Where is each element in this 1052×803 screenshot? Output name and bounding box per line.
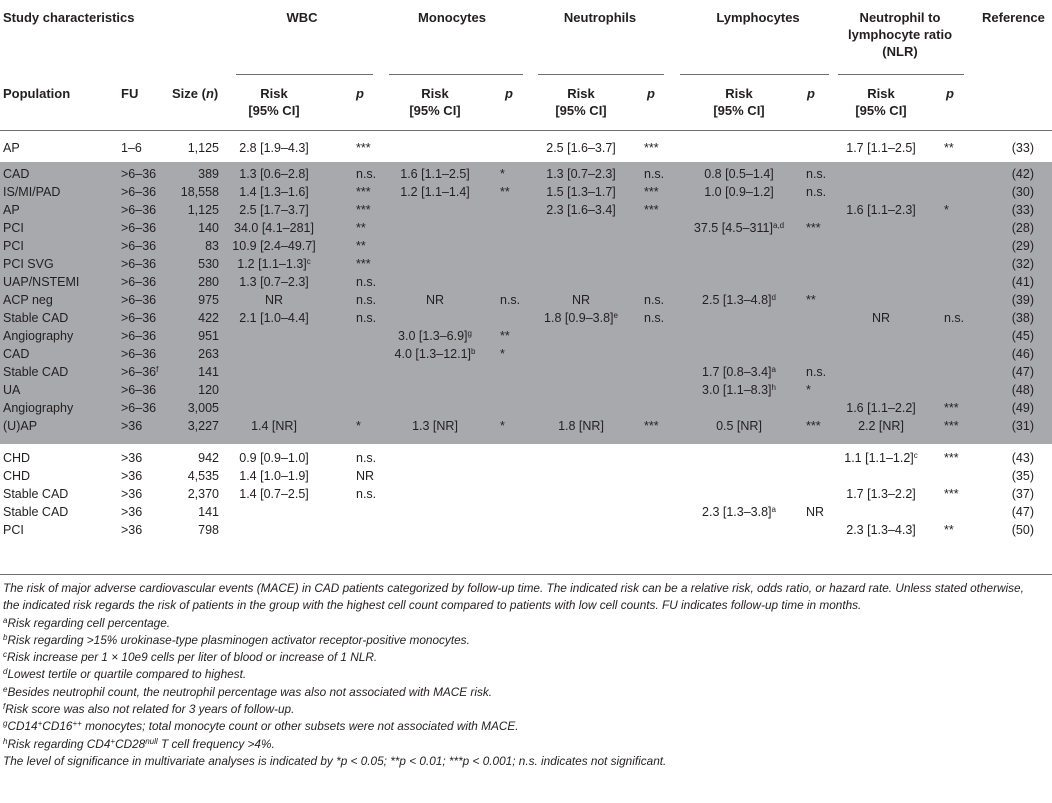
cell-size: 2,370 <box>187 487 219 501</box>
cell-nlr-p: n.s. <box>944 311 965 325</box>
cell-ref: (46) <box>1011 347 1034 361</box>
cell-wbc-r: 1.3 [0.6–2.8] <box>239 167 309 181</box>
table-row <box>0 238 1052 256</box>
cell-mono-r: 1.6 [1.1–2.5] <box>400 167 470 181</box>
cell-fu: >6–36 <box>121 311 157 325</box>
cell-pop: (U)AP <box>3 419 38 433</box>
footnote-e: $^e$Besides neutrophil count, the neutrophil percentage was also not associated with MACE risk. <box>3 684 493 699</box>
cell-size: 280 <box>198 275 219 289</box>
table-bottom-rule <box>0 574 1052 575</box>
cell-neut-p: *** <box>644 203 659 217</box>
table-row <box>0 274 1052 292</box>
table-row <box>0 468 1052 486</box>
cell-mono-r: 1.2 [1.1–1.4] <box>400 185 470 199</box>
footnote-g: $^g$CD14+CD16++ monocytes; total monocyte count or other subsets were not associated with MACE. <box>3 719 519 734</box>
cell-neut-r: NR <box>571 293 591 307</box>
cell-wbc-p: n.s. <box>356 311 377 325</box>
cell-pop: AP <box>3 141 20 155</box>
header-mono-risk: Risk <box>421 86 449 101</box>
cell-lymph-r: 2.5 $[1.3-4.8]^d$ <box>702 293 776 307</box>
cell-mono-r: NR <box>425 293 445 307</box>
cell-pop: ACP neg <box>3 293 53 307</box>
cell-size: 83 <box>205 239 219 253</box>
header-nlr-ci: [95% CI] <box>855 103 907 118</box>
cell-pop: UA <box>3 383 21 397</box>
cell-fu: >36 <box>121 505 143 519</box>
cell-wbc-p: n.s. <box>356 487 377 501</box>
cell-wbc-p: n.s. <box>356 167 377 181</box>
cell-size: 18,558 <box>180 185 219 199</box>
cell-nlr-r: 1.6 [1.1–2.2] <box>846 401 916 415</box>
cell-size: 422 <box>198 311 219 325</box>
cell-fu: >6–36 <box>121 329 157 343</box>
cell-neut-r: 1.5 [1.3–1.7] <box>546 185 616 199</box>
table-row <box>0 486 1052 504</box>
cell-wbc-p: ** <box>356 239 366 253</box>
cell-fu: 1–6 <box>121 141 142 155</box>
cell-fu: >6–36 <box>121 293 157 307</box>
cell-nlr-r: 1.7 [1.1–2.5] <box>846 141 916 155</box>
table-row <box>0 418 1052 436</box>
cell-pop: Stable CAD <box>3 505 69 519</box>
cell-mono-p: * <box>500 419 505 433</box>
table-row <box>0 202 1052 220</box>
cell-lymph-p: * <box>806 383 811 397</box>
cell-nlr-p: ** <box>944 141 954 155</box>
cell-fu: >36 <box>121 487 143 501</box>
cell-ref: (38) <box>1011 311 1034 325</box>
cell-pop: Stable CAD <box>3 487 69 501</box>
cell-wbc-p: n.s. <box>356 293 377 307</box>
cell-fu: >36 <box>121 451 143 465</box>
cell-mono-p: n.s. <box>500 293 521 307</box>
header-wbc: WBC <box>286 10 318 25</box>
cell-fu: $>6-36^f$ <box>121 365 159 379</box>
cell-size: 530 <box>198 257 219 271</box>
cell-ref: (41) <box>1011 275 1034 289</box>
cell-ref: (45) <box>1011 329 1034 343</box>
cell-wbc-p: NR <box>356 469 375 483</box>
cell-neut-r: 2.5 [1.6–3.7] <box>546 141 616 155</box>
header-nlr-3: (NLR) <box>882 44 918 59</box>
cell-lymph-r: 0.5 [NR] <box>716 419 762 433</box>
footnote-intro: The risk of major adverse cardiovascular events (MACE) in CAD patients categorized by follow-up time. The indicated risk can be a relative risk, odds ratio, or hazard rate. Unless stated otherwise, the indicated risk regards the risk of patients in the group with the highest cell count compared to patients with low cell counts. FU indicates follow-up time in months. <box>3 581 1024 613</box>
footnotes <box>3 580 1043 770</box>
cell-size: 4,535 <box>187 469 219 483</box>
cell-size: 798 <box>198 523 219 537</box>
cell-wbc-r: 1.3 [0.7–2.3] <box>239 275 309 289</box>
cell-size: 120 <box>198 383 219 397</box>
cell-wbc-r: 34.0 [4.1–281] <box>234 221 314 235</box>
cell-fu: >36 <box>121 523 143 537</box>
cell-fu: >6–36 <box>121 347 157 361</box>
cell-pop: IS/MI/PAD <box>3 185 61 199</box>
cell-wbc-p: n.s. <box>356 275 377 289</box>
cell-pop: CAD <box>3 347 30 361</box>
cell-wbc-p: *** <box>356 203 371 217</box>
cell-ref: (49) <box>1011 401 1034 415</box>
group-rule-neutrophils <box>538 74 664 75</box>
header-size: Size (n) <box>172 86 219 101</box>
header-neut-ci: [95% CI] <box>555 103 607 118</box>
cell-ref: (30) <box>1011 185 1034 199</box>
cell-wbc-r: 2.5 [1.7–3.7] <box>239 203 309 217</box>
header-lymph-ci: [95% CI] <box>713 103 765 118</box>
cell-pop: PCI <box>3 239 24 253</box>
table-row <box>0 328 1052 346</box>
cell-pop: UAP/NSTEMI <box>3 275 80 289</box>
cell-wbc-r: 0.9 [0.9–1.0] <box>239 451 309 465</box>
cell-size: 975 <box>198 293 219 307</box>
cell-nlr-r: 1.1 $[1.1-1.2]^c$ <box>844 451 918 465</box>
cell-nlr-r: 1.6 [1.1–2.3] <box>846 203 916 217</box>
cell-nlr-p: *** <box>944 401 959 415</box>
cell-ref: (47) <box>1011 505 1034 519</box>
cell-fu: >6–36 <box>121 167 157 181</box>
cell-lymph-p: n.s. <box>806 185 827 199</box>
cell-fu: >6–36 <box>121 203 157 217</box>
cell-fu: >6–36 <box>121 239 157 253</box>
cell-fu: >6–36 <box>121 401 157 415</box>
cell-fu: >36 <box>121 469 143 483</box>
group-rule-wbc <box>236 74 373 75</box>
cell-neut-p: *** <box>644 185 659 199</box>
header-mono-ci: [95% CI] <box>409 103 461 118</box>
cell-lymph-p: ** <box>806 293 816 307</box>
cell-mono-p: ** <box>500 329 510 343</box>
group-rule-lymphocytes <box>680 74 829 75</box>
cell-wbc-p: *** <box>356 185 371 199</box>
cell-neut-p: n.s. <box>644 167 665 181</box>
cell-ref: (47) <box>1011 365 1034 379</box>
cell-wbc-r: 2.8 [1.9–4.3] <box>239 141 309 155</box>
cell-ref: (50) <box>1011 523 1034 537</box>
table-row <box>0 346 1052 364</box>
cell-wbc-p: ** <box>356 221 366 235</box>
table-row <box>0 450 1052 468</box>
header-bottom-rule <box>0 130 1052 131</box>
cell-wbc-r: 1.4 [1.3–1.6] <box>239 185 309 199</box>
table-row <box>0 184 1052 202</box>
table-row <box>0 292 1052 310</box>
footnote-h: $^h$Risk regarding $CD4^+CD28^{null}$ T cell frequency >4%. <box>3 736 275 751</box>
table-row <box>0 310 1052 328</box>
cell-pop: AP <box>3 203 20 217</box>
cell-wbc-r: 1.4 [0.7–2.5] <box>239 487 309 501</box>
table-row <box>0 400 1052 418</box>
cell-mono-r: 1.3 [NR] <box>412 419 458 433</box>
cell-lymph-r: 2.3 $[1.3-3.8]^a$ <box>702 505 776 519</box>
header-study-characteristics: Study characteristics <box>3 10 135 25</box>
cell-mono-r: 3.0 $[1.3-6.9]^g$ <box>398 329 472 343</box>
cell-pop: CAD <box>3 167 30 181</box>
cell-size: 140 <box>198 221 219 235</box>
header-nlr-2: lymphocyte ratio <box>847 27 953 42</box>
table-row <box>0 504 1052 522</box>
cell-pop: CHD <box>3 469 31 483</box>
cell-wbc-p: *** <box>356 257 371 271</box>
cell-size: 141 <box>198 365 219 379</box>
cell-nlr-r: 1.7 [1.3–2.2] <box>846 487 916 501</box>
cell-ref: (43) <box>1011 451 1034 465</box>
cell-ref: (48) <box>1011 383 1034 397</box>
cell-nlr-p: ** <box>944 523 954 537</box>
group-rule-monocytes <box>389 74 523 75</box>
footnote-significance: The level of significance in multivariate analyses is indicated by *p < 0.05; **p < 0.01; ***p < 0.001; n.s. indicates not significant. <box>3 753 667 768</box>
cell-wbc-p: *** <box>356 141 371 155</box>
cell-nlr-p: *** <box>944 487 959 501</box>
cell-pop: PCI <box>3 221 24 235</box>
cell-mono-p: * <box>500 347 505 361</box>
cell-neut-p: *** <box>644 141 659 155</box>
table-row <box>0 256 1052 274</box>
cell-lymph-r: 1.0 [0.9–1.2] <box>704 185 774 199</box>
cell-lymph-p: *** <box>806 419 821 433</box>
cell-pop: Stable CAD <box>3 311 69 325</box>
cell-ref: (29) <box>1011 239 1034 253</box>
cell-ref: (32) <box>1011 257 1034 271</box>
header-wbc-ci: [95% CI] <box>248 103 300 118</box>
cell-size: 3,005 <box>187 401 219 415</box>
cell-mono-p: * <box>500 167 505 181</box>
cell-nlr-p: * <box>944 203 949 217</box>
cell-ref: (42) <box>1011 167 1034 181</box>
cell-lymph-p: n.s. <box>806 365 827 379</box>
header-lymphocytes: Lymphocytes <box>716 10 800 25</box>
cell-nlr-r: NR <box>871 311 891 325</box>
header-population: Population <box>3 86 71 101</box>
header-monocytes: Monocytes <box>418 10 486 25</box>
cell-lymph-r: 3.0 $[1.1-8.3]^h$ <box>702 383 776 397</box>
cell-fu: >6–36 <box>121 185 157 199</box>
cell-pop: PCI SVG <box>3 257 54 271</box>
table-row <box>0 522 1052 540</box>
cell-wbc-p: * <box>356 419 361 433</box>
cell-neut-r: 2.3 [1.6–3.4] <box>546 203 616 217</box>
cell-lymph-p: *** <box>806 221 821 235</box>
cell-neut-p: *** <box>644 419 659 433</box>
cell-fu: >6–36 <box>121 275 157 289</box>
cell-size: 1,125 <box>187 141 219 155</box>
cell-lymph-r: 1.7 $[0.8-3.4]^a$ <box>702 365 776 379</box>
footnote-a: $^a$Risk regarding cell percentage. <box>3 615 171 630</box>
cell-fu: >6–36 <box>121 221 157 235</box>
table-row <box>0 220 1052 238</box>
cell-wbc-r: 1.4 [1.0–1.9] <box>239 469 309 483</box>
cell-lymph-p: NR <box>806 505 825 519</box>
footnote-b: $^b$Risk regarding >15% urokinase-type plasminogen activator receptor-positive monocytes. <box>3 632 470 647</box>
cell-wbc-r: NR <box>264 293 284 307</box>
cell-ref: (33) <box>1011 203 1034 217</box>
cell-neut-r: 1.3 [0.7–2.3] <box>546 167 616 181</box>
cell-pop: CHD <box>3 451 31 465</box>
cell-size: 1,125 <box>187 203 219 217</box>
footnote-f: $^f$Risk score was also not related for 3 years of follow-up. <box>3 702 295 717</box>
header-lymph-p: p <box>807 86 815 101</box>
cell-pop: PCI <box>3 523 24 537</box>
cell-size: 3,227 <box>187 419 219 433</box>
cell-size: 942 <box>198 451 219 465</box>
cell-fu: >6–36 <box>121 383 157 397</box>
cell-ref: (33) <box>1011 141 1034 155</box>
cell-nlr-p: *** <box>944 451 959 465</box>
table-row <box>0 364 1052 382</box>
cell-size: 389 <box>198 167 219 181</box>
cell-ref: (28) <box>1011 221 1034 235</box>
footnote-d: $^d$Lowest tertile or quartile compared to highest. <box>3 667 247 682</box>
cell-neut-p: n.s. <box>644 293 665 307</box>
header-neut-p: p <box>647 86 655 101</box>
cell-wbc-r: 1.4 [NR] <box>251 419 297 433</box>
header-neutrophils: Neutrophils <box>563 10 637 25</box>
header-reference: Reference <box>982 10 1045 25</box>
cell-nlr-r: 2.3 [1.3–4.3] <box>846 523 916 537</box>
cell-nlr-p: *** <box>944 419 959 433</box>
header-nlr-1: Neutrophil to <box>859 10 941 25</box>
header-lymph-risk: Risk <box>725 86 753 101</box>
cell-lymph-p: n.s. <box>806 167 827 181</box>
cell-neut-p: n.s. <box>644 311 665 325</box>
cell-nlr-r: 2.2 [NR] <box>858 419 904 433</box>
footnote-list <box>3 615 1043 719</box>
cell-lymph-r: 0.8 [0.5–1.4] <box>704 167 774 181</box>
header-nlr-risk: Risk <box>867 86 895 101</box>
cell-size: 951 <box>198 329 219 343</box>
cell-wbc-p: n.s. <box>356 451 377 465</box>
group-rule-nlr <box>838 74 964 75</box>
table-row <box>0 140 1052 158</box>
cell-pop: Stable CAD <box>3 365 69 379</box>
cell-fu: >6–36 <box>121 257 157 271</box>
cell-wbc-r: 10.9 [2.4–49.7] <box>232 239 316 253</box>
footnote-c: $^c$Risk increase per 1 × 10e9 cells per liter of blood or increase of 1 NLR. <box>3 650 378 665</box>
header-neut-risk: Risk <box>567 86 595 101</box>
cell-size: 263 <box>198 347 219 361</box>
cell-neut-r: 1.8 $[0.9-3.8]^e$ <box>544 311 618 325</box>
header-nlr-p: p <box>946 86 954 101</box>
cell-wbc-r: 2.1 [1.0–4.4] <box>239 311 309 325</box>
cell-ref: (37) <box>1011 487 1034 501</box>
cell-mono-r: 4.0 $[1.3-12.1]^b$ <box>394 347 476 361</box>
cell-fu: >36 <box>121 419 143 433</box>
header-wbc-p: p <box>356 86 364 101</box>
cell-wbc-r: 1.2 $[1.1-1.3]^c$ <box>237 257 311 271</box>
header-wbc-risk: Risk <box>260 86 288 101</box>
cell-pop: Angiography <box>3 329 74 343</box>
header-mono-p: p <box>505 86 513 101</box>
cell-mono-p: ** <box>500 185 510 199</box>
cell-ref: (39) <box>1011 293 1034 307</box>
cell-size: 141 <box>198 505 219 519</box>
header-fu: FU <box>121 86 139 101</box>
cell-pop: Angiography <box>3 401 74 415</box>
cell-ref: (31) <box>1011 419 1034 433</box>
table-row <box>0 166 1052 184</box>
cell-ref: (35) <box>1011 469 1034 483</box>
cell-lymph-r: 37.5 $[4.5-311]^{a,d}$ <box>693 221 785 235</box>
table-row <box>0 382 1052 400</box>
cell-neut-r: 1.8 [NR] <box>558 419 604 433</box>
